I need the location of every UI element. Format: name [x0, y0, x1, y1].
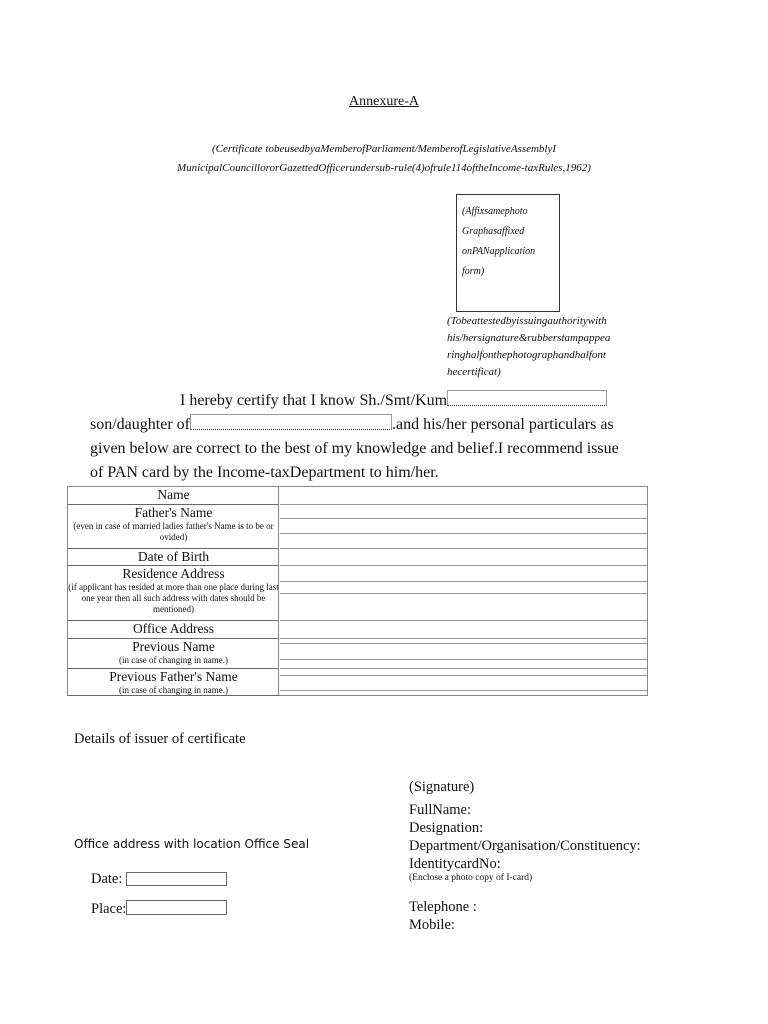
attestation-note-line: ringhalfonthephotographandhalfont — [447, 349, 606, 361]
attestation-note — [447, 313, 637, 381]
date-label: Date: — [91, 871, 123, 887]
row-label: Father's Name — [134, 505, 213, 520]
issuer-details-heading: Details of issuer of certificate — [74, 731, 246, 747]
certificate-subtitle-line2: MunicipalCouncillororGazettedOfficerundersub-rule(4)ofrule114oftheIncome-taxRules,1962) — [177, 162, 591, 174]
row-label: Previous Father's Name — [109, 669, 238, 684]
column-divider — [278, 487, 279, 695]
entry-line[interactable] — [280, 548, 647, 549]
table-row-residence-address — [68, 566, 279, 621]
table-row-name — [68, 487, 279, 505]
certification-line-3: given below are correct to the best of my knowledge and belief.I recommend issue — [90, 440, 619, 457]
table-row-previous-name — [68, 639, 279, 669]
enclose-note: (Enclose a photo copy of I-card) — [409, 873, 533, 883]
certify-text: I hereby certify that I know Sh./Smt/Kum — [180, 392, 448, 409]
row-label: Residence Address — [122, 566, 225, 581]
office-address-label: Office address with location Office Seal — [74, 837, 310, 851]
attestation-note-line: his/hersignature&rubberstampappea — [447, 332, 611, 344]
certification-line-1 — [180, 389, 607, 413]
entry-line[interactable] — [280, 533, 647, 534]
signature-label: (Signature) — [409, 779, 475, 795]
row-note: (in case of changing in name.) — [119, 685, 228, 695]
entry-line[interactable] — [280, 620, 647, 621]
table-row-date-of-birth — [68, 549, 279, 566]
personal-particulars-table — [67, 486, 648, 696]
row-note: (even in case of married ladies father's Name is to be or ovided) — [73, 521, 274, 542]
entry-line[interactable] — [280, 565, 647, 566]
annexure-title: Annexure-A — [349, 94, 419, 109]
entry-line[interactable] — [280, 668, 647, 669]
entry-line[interactable] — [280, 518, 647, 519]
photo-instruction-line: onPANapplication — [462, 246, 536, 257]
photo-instruction-line: Graphasaffixed — [462, 226, 525, 237]
entry-line[interactable] — [280, 643, 647, 644]
row-label: Previous Name — [132, 639, 215, 654]
table-row-previous-fathers-name — [68, 669, 279, 696]
row-label: Date of Birth — [137, 549, 210, 564]
parent-name-field[interactable] — [190, 414, 392, 430]
certificate-subtitle-line1: (Certificate tobeusedbyaMemberofParliament/MemberofLegislativeAssemblyI — [211, 143, 557, 155]
entry-line[interactable] — [280, 638, 647, 639]
son-daughter-text: son/daughter of — [90, 416, 190, 433]
certification-line-4: of PAN card by the Income-taxDepartment to him/her. — [90, 464, 439, 481]
certification-line-2 — [90, 413, 614, 437]
row-note: (if applicant has resided at more than one place during last one year then all such address with dates should be mentioned) — [68, 582, 279, 614]
telephone-label: Telephone : — [409, 899, 477, 915]
entry-line[interactable] — [280, 504, 647, 505]
entry-line[interactable] — [280, 593, 647, 594]
full-name-label: FullName: — [409, 802, 472, 818]
place-field[interactable] — [126, 900, 227, 915]
attestation-note-line: (Tobeattestedbyissuingauthoritywith — [447, 315, 607, 327]
row-label: Name — [157, 487, 190, 502]
person-name-field[interactable] — [447, 390, 607, 406]
entry-line[interactable] — [280, 659, 647, 660]
entry-line[interactable] — [280, 690, 647, 691]
mobile-label: Mobile: — [409, 917, 455, 933]
designation-label: Designation: — [409, 820, 484, 836]
attestation-note-line: hecertificat) — [447, 366, 501, 378]
photo-instructions — [462, 202, 558, 282]
place-label: Place: — [91, 901, 127, 917]
row-note: (in case of changing in name.) — [119, 655, 228, 665]
identity-card-label: IdentitycardNo: — [409, 856, 501, 872]
department-label: Department/Organisation/Constituency: — [409, 838, 641, 854]
photo-instruction-line: (Affixsamephoto — [462, 206, 528, 217]
table-row-office-address — [68, 621, 279, 639]
particulars-text: .and his/her personal particulars as — [391, 416, 614, 433]
entry-line[interactable] — [280, 675, 647, 676]
photo-instruction-line: form) — [462, 266, 485, 277]
table-row-fathers-name — [68, 505, 279, 549]
entry-line[interactable] — [280, 581, 647, 582]
date-field[interactable] — [126, 872, 227, 886]
row-label: Office Address — [132, 621, 215, 636]
